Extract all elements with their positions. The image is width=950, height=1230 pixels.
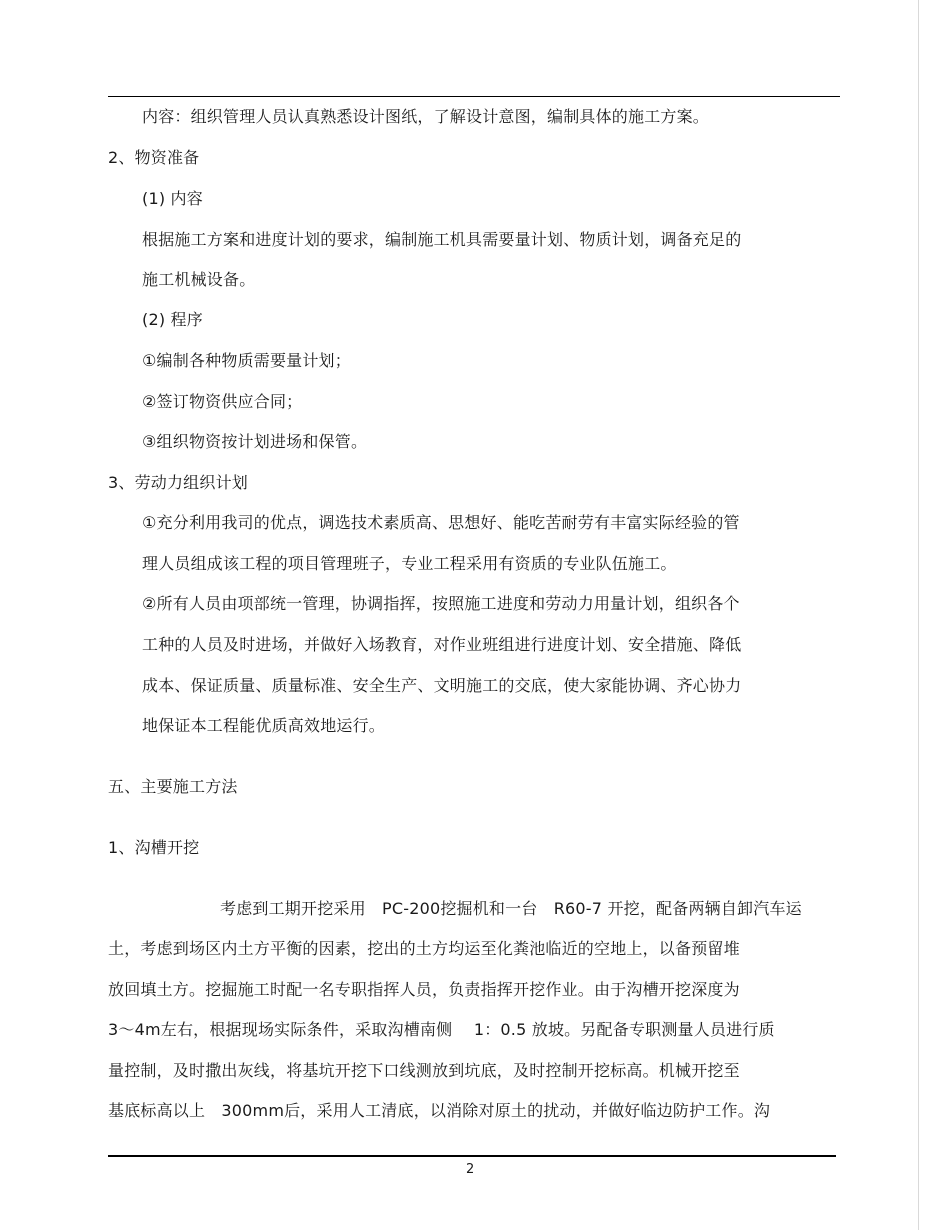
text-line: 放回填土方。挖掘施工时配一名专职指挥人员，负责指挥开挖作业。由于沟槽开挖深度为 bbox=[108, 980, 740, 999]
text-line: 内容：组织管理人员认真熟悉设计图纸，了解设计意图，编制具体的施工方案。 bbox=[142, 107, 710, 126]
text-line: 成本、保证质量、质量标准、安全生产、文明施工的交底，使大家能协调、齐心协力 bbox=[142, 676, 742, 695]
footer-rule bbox=[108, 1155, 836, 1157]
chapter-heading: 五、主要施工方法 bbox=[108, 777, 238, 796]
text-line: 根据施工方案和进度计划的要求，编制施工机具需要量计划、物质计划，调备充足的 bbox=[142, 230, 742, 249]
list-item: ③组织物资按计划进场和保管。 bbox=[142, 432, 368, 451]
list-item: ②所有人员由项部统一管理，协调指挥，按照施工进度和劳动力用量计划，组织各个 bbox=[142, 594, 740, 613]
page-number: 2 bbox=[466, 1162, 475, 1177]
text-line: 基底标高以上 300mm后，采用人工清底，以消除对原土的扰动，并做好临边防护工作。沟 bbox=[108, 1101, 771, 1120]
section-heading: 3、劳动力组织计划 bbox=[108, 473, 248, 492]
subsection-heading: (1) 内容 bbox=[142, 189, 203, 208]
text-line: 地保证本工程能优质高效地运行。 bbox=[142, 716, 386, 735]
section-heading: 2、物资准备 bbox=[108, 148, 200, 167]
text-line: 理人员组成该工程的项目管理班子，专业工程采用有资质的专业队伍施工。 bbox=[142, 554, 677, 573]
list-item: ①充分利用我司的优点，调选技术素质高、思想好、能吃苦耐劳有丰富实际经验的管 bbox=[142, 513, 740, 532]
page-edge-divider bbox=[918, 0, 919, 1230]
text-line: 土，考虑到场区内土方平衡的因素，挖出的土方均运至化粪池临近的空地上，以备预留堆 bbox=[108, 939, 740, 958]
section-heading: 1、沟槽开挖 bbox=[108, 838, 200, 857]
text-line: 3～4m左右，根据现场实际条件，采取沟槽南侧 1：0.5 放坡。另配备专职测量人员进行质 bbox=[108, 1020, 775, 1039]
header-rule bbox=[108, 96, 840, 97]
list-item: ①编制各种物质需要量计划； bbox=[142, 351, 351, 370]
text-line: 考虑到工期开挖采用 PC-200挖掘机和一台 R60-7 开挖，配备两辆自卸汽车运 bbox=[220, 899, 802, 918]
text-line: 施工机械设备。 bbox=[142, 270, 256, 289]
text-line: 量控制，及时撒出灰线，将基坑开挖下口线测放到坑底，及时控制开挖标高。机械开挖至 bbox=[108, 1061, 740, 1080]
list-item: ②签订物资供应合同； bbox=[142, 392, 303, 411]
text-line: 工种的人员及时进场，并做好入场教育，对作业班组进行进度计划、安全措施、降低 bbox=[142, 635, 742, 654]
subsection-heading: (2) 程序 bbox=[142, 310, 203, 329]
